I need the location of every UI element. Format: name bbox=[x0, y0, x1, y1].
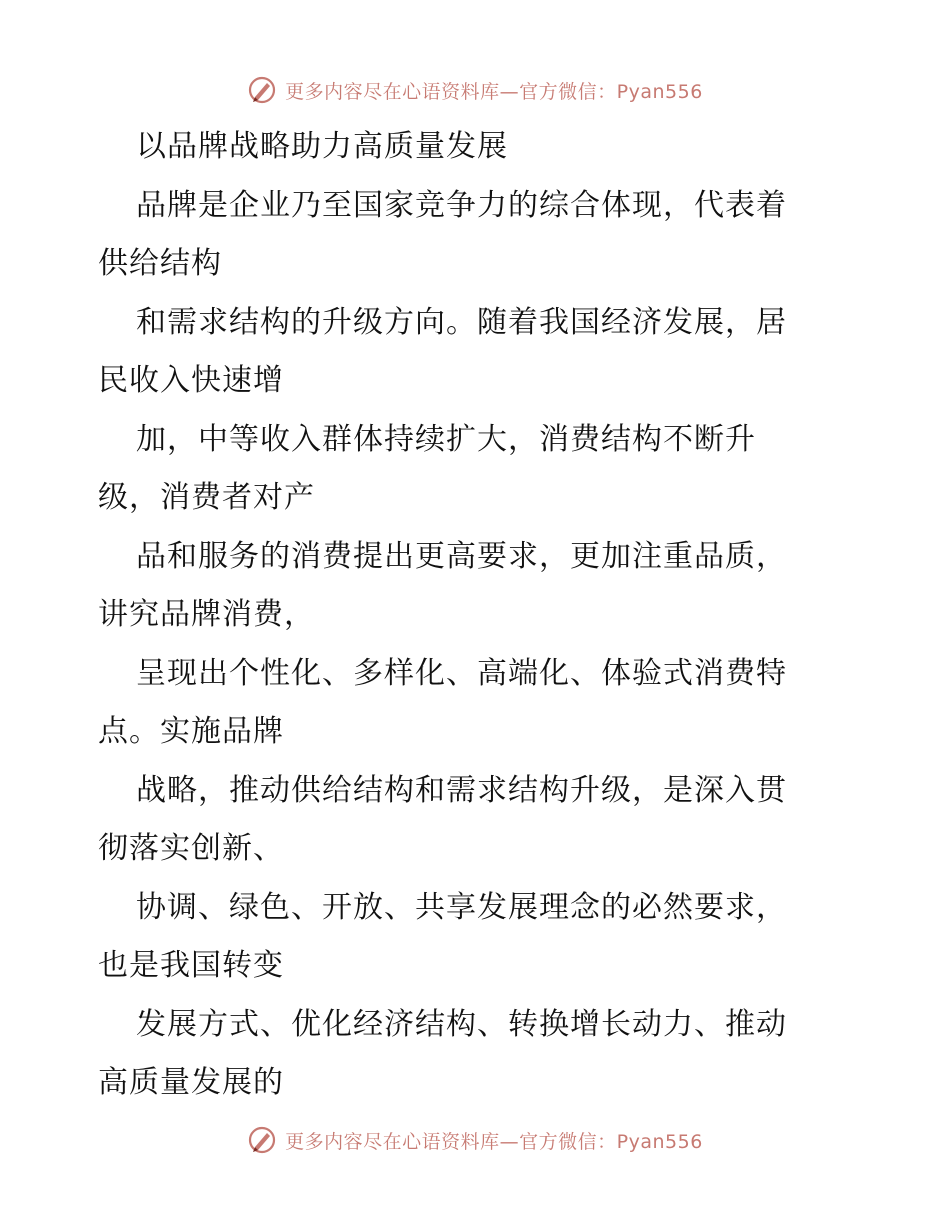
text-line: 也是我国转变 bbox=[98, 948, 284, 983]
text-line: 点。实施品牌 bbox=[98, 714, 284, 749]
document-body bbox=[98, 118, 858, 1113]
header-watermark bbox=[0, 70, 950, 110]
text-line: 品和服务的消费提出更高要求，更加注重品质， bbox=[136, 538, 787, 574]
watermark-text: 更多内容尽在心语资料库—官方微信：Pyan556 bbox=[285, 1130, 703, 1153]
document-title: 以品牌战略助力高质量发展 bbox=[136, 129, 508, 164]
watermark-text: 更多内容尽在心语资料库—官方微信：Pyan556 bbox=[285, 80, 703, 103]
text-line: 彻落实创新、 bbox=[98, 831, 284, 866]
text-line: 高质量发展的 bbox=[98, 1065, 284, 1100]
text-line: 协调、绿色、开放、共享发展理念的必然要求， bbox=[136, 889, 787, 925]
text-line: 级，消费者对产 bbox=[98, 480, 315, 515]
text-line: 供给结构 bbox=[98, 246, 222, 281]
text-line: 呈现出个性化、多样化、高端化、体验式消费特 bbox=[136, 655, 787, 691]
pen-logo-icon bbox=[247, 75, 277, 105]
text-line: 民收入快速增 bbox=[98, 363, 284, 398]
text-line: 战略，推动供给结构和需求结构升级，是深入贯 bbox=[136, 772, 787, 808]
footer-watermark bbox=[0, 1120, 950, 1160]
text-line: 和需求结构的升级方向。随着我国经济发展，居 bbox=[136, 304, 787, 340]
text-line: 讲究品牌消费， bbox=[98, 597, 315, 632]
pen-logo-icon bbox=[247, 1125, 277, 1155]
text-line: 品牌是企业乃至国家竞争力的综合体现，代表着 bbox=[136, 187, 787, 223]
text-line: 加，中等收入群体持续扩大，消费结构不断升 bbox=[136, 421, 756, 457]
text-line: 发展方式、优化经济结构、转换增长动力、推动 bbox=[136, 1006, 787, 1042]
